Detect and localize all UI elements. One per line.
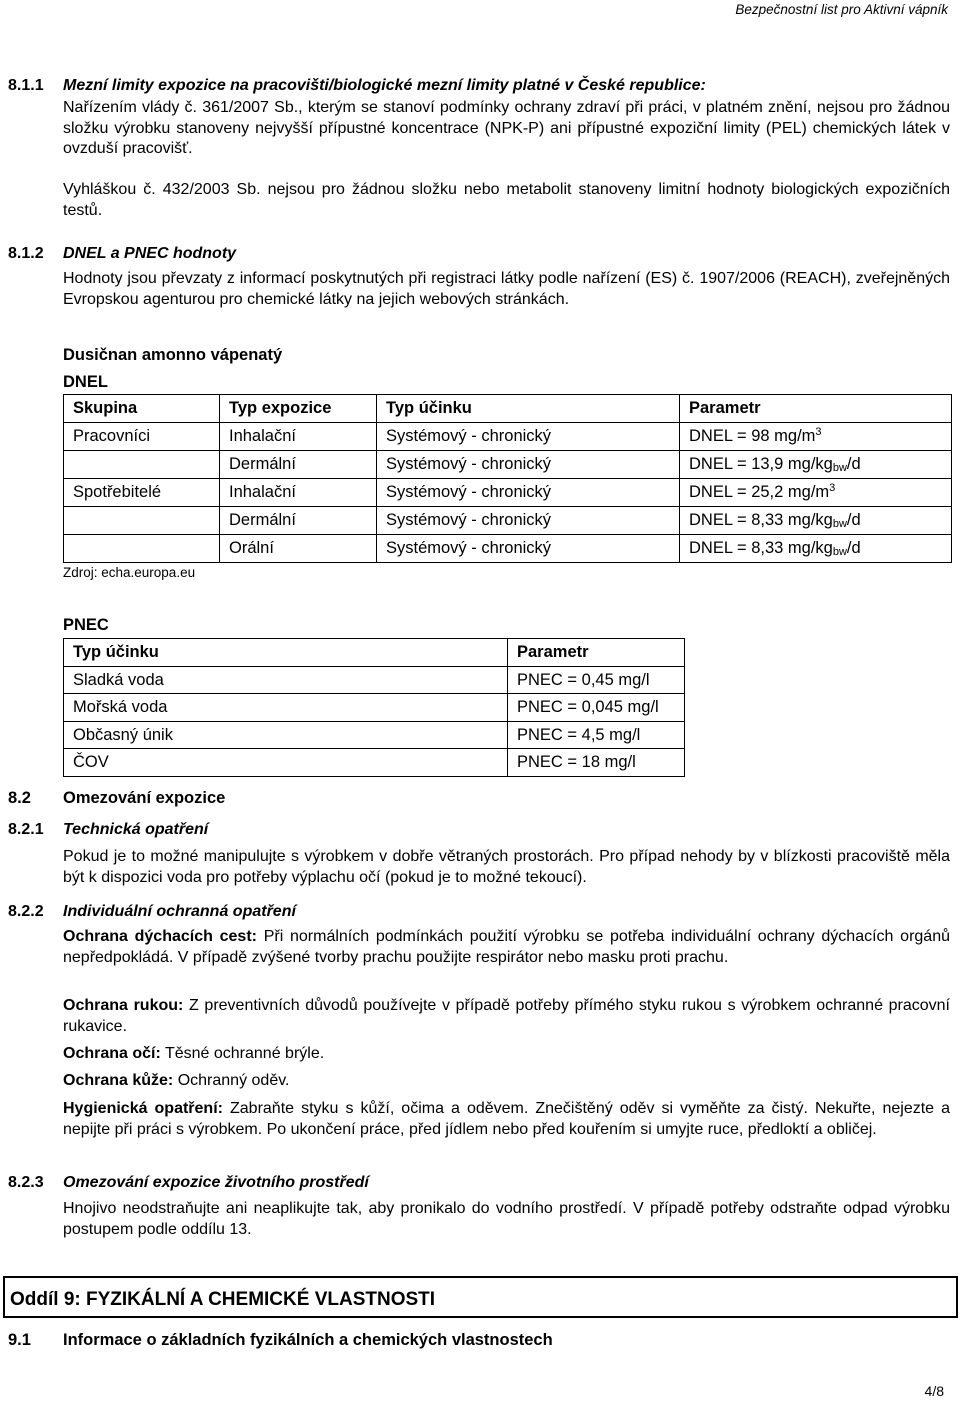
dnel-label: DNEL [63, 373, 108, 391]
pnec-table [63, 638, 685, 777]
dnel-cell-effect: Systémový - chronický [377, 423, 680, 451]
section-8-2-1-number: 8.2.1 [8, 821, 44, 838]
eye-protection-text: Těsné ochranné brýle. [160, 1045, 325, 1062]
dnel-param-value: DNEL = 13,9 mg/kg [689, 455, 833, 474]
pnec-label: PNEC [63, 616, 109, 634]
dnel-cell-parameter [680, 479, 952, 507]
section-9-1-number: 9.1 [8, 1331, 31, 1349]
hygiene-measures-label: Hygienická opatření: [63, 1100, 223, 1117]
skin-protection-text: Ochranný oděv. [173, 1072, 290, 1089]
document-header: Bezpečnostní list pro Aktivní vápník [735, 2, 948, 17]
section-8-2-3-paragraph: Hnojivo neodstraňujte ani neaplikujte tak, aby pronikalo do vodního prostředí. V případě potřeby odstraňte odpad výrobku postupem podle oddílu 13. [63, 1200, 950, 1238]
dnel-cell-effect: Systémový - chronický [377, 507, 680, 535]
dnel-param-sub: bw [832, 462, 847, 475]
hand-protection-label: Ochrana rukou: [63, 997, 184, 1014]
dnel-param-value: DNEL = 8,33 mg/kg [689, 539, 833, 558]
section-8-2-number: 8.2 [8, 789, 31, 807]
pnec-cell-parameter: PNEC = 0,045 mg/l [508, 694, 685, 722]
dnel-header-effect: Typ účinku [377, 395, 680, 423]
table-row [64, 535, 952, 563]
dnel-cell-group [64, 507, 220, 535]
dnel-param-value: DNEL = 25,2 mg/m [689, 483, 830, 502]
pnec-cell-effect: Mořská voda [64, 694, 508, 722]
pnec-cell-parameter: PNEC = 18 mg/l [508, 749, 685, 777]
dnel-param-sub: bw [832, 518, 847, 531]
dnel-cell-exposure: Dermální [220, 451, 377, 479]
table-row [64, 451, 952, 479]
pnec-cell-parameter: PNEC = 0,45 mg/l [508, 666, 685, 694]
dnel-table [63, 394, 952, 563]
table-row [64, 721, 685, 749]
dnel-cell-parameter [680, 423, 952, 451]
hygiene-measures [63, 1099, 950, 1140]
dnel-param-value: DNEL = 8,33 mg/kg [689, 511, 833, 530]
eye-protection [63, 1044, 950, 1065]
dnel-header-group: Skupina [64, 395, 220, 423]
dnel-header-parameter: Parametr [680, 395, 952, 423]
dnel-cell-exposure: Dermální [220, 507, 377, 535]
pnec-cell-effect: Občasný únik [64, 721, 508, 749]
respiratory-protection-text: Při normálních podmínkách použití výrobku se potřeba individuální ochrany dýchacích orgánů nepředpokládá. V případě zvýšené tvorby prachu použijte respirátor nebo masku proti prachu. [63, 928, 950, 966]
table-row [64, 479, 952, 507]
section-8-1-1-paragraph-1: Nařízením vlády č. 361/2007 Sb., kterým se stanoví podmínky ochrany zdraví při práci, v platném znění, nejsou pro žádnou složku výrobku stanoveny nejvyšší přípustné koncentrace (NPK-P) ani přípustné expoziční limity (PEL) chemických látek v ovzduší pracovišť. [63, 99, 950, 157]
dnel-cell-parameter [680, 507, 952, 535]
section-8-2-2-title: Individuální ochranná opatření [63, 903, 296, 920]
table-row [64, 507, 952, 535]
dnel-param-sup: 3 [815, 426, 822, 439]
section-8-1-1-paragraph-2: Vyhláškou č. 432/2003 Sb. nejsou pro žádnou složku nebo metabolit stanoveny limitní hodnoty biologických expozičních testů. [63, 181, 950, 219]
dnel-param-tail: /d [846, 511, 861, 530]
table-row [64, 749, 685, 777]
dnel-cell-parameter [680, 451, 952, 479]
pnec-header-effect: Typ účinku [64, 639, 508, 667]
dnel-param-tail: /d [846, 455, 861, 474]
dnel-param-tail: /d [846, 539, 861, 558]
section-8-1-2-title: DNEL a PNEC hodnoty [63, 245, 237, 262]
skin-protection-label: Ochrana kůže: [63, 1072, 174, 1089]
page-number: 4/8 [924, 1383, 944, 1399]
dnel-cell-group [64, 535, 220, 563]
pnec-cell-effect: ČOV [64, 749, 508, 777]
hygiene-measures-text: Zabraňte styku s kůží, očima a oděvem. Znečištěný oděv si vyměňte za čistý. Nekuřte, nejezte a nepijte při práci s výrobkem. Po ukončení práce, před jídlem nebo před kouřením si umyjte ruce, předloktí a obličej. [63, 1100, 950, 1138]
dnel-cell-exposure: Orální [220, 535, 377, 563]
table-row [64, 423, 952, 451]
dnel-cell-exposure: Inhalační [220, 423, 377, 451]
section-8-2-3-title: Omezování expozice životního prostředí [63, 1174, 369, 1191]
dnel-param-sup: 3 [829, 482, 836, 495]
section-8-1-2-number: 8.1.2 [8, 245, 44, 262]
dnel-param-value: DNEL = 98 mg/m [689, 427, 816, 446]
table-row [64, 666, 685, 694]
dnel-cell-group [64, 451, 220, 479]
section-9-title: Oddíl 9: FYZIKÁLNÍ A CHEMICKÉ VLASTNOSTI [10, 1289, 436, 1310]
hand-protection [63, 996, 950, 1037]
hand-protection-text: Z preventivních důvodů používejte v případě potřeby přímého styku rukou s výrobkem ochranné pracovní rukavice. [63, 997, 950, 1035]
dnel-cell-effect: Systémový - chronický [377, 535, 680, 563]
pnec-header-row [64, 639, 685, 667]
dnel-cell-group: Spotřebitelé [64, 479, 220, 507]
dnel-cell-effect: Systémový - chronický [377, 479, 680, 507]
eye-protection-label: Ochrana očí: [63, 1045, 161, 1062]
dnel-header-row [64, 395, 952, 423]
dnel-cell-effect: Systémový - chronický [377, 451, 680, 479]
dnel-cell-parameter [680, 535, 952, 563]
section-8-2-title: Omezování expozice [63, 789, 226, 807]
respiratory-protection-label: Ochrana dýchacích cest: [63, 928, 257, 945]
section-8-1-2-paragraph: Hodnoty jsou převzaty z informací poskytnutých při registraci látky podle nařízení (ES) č. 1907/2006 (REACH), zveřejněných Evropskou agenturou pro chemické látky na jejich webových stránkách. [63, 270, 950, 308]
section-8-1-1-title: Mezní limity expozice na pracovišti/biologické mezní limity platné v České republice: [63, 77, 706, 94]
substance-name: Dusičnan amonno vápenatý [63, 346, 283, 364]
dnel-header-exposure: Typ expozice [220, 395, 377, 423]
pnec-cell-effect: Sladká voda [64, 666, 508, 694]
section-8-2-3-number: 8.2.3 [8, 1174, 44, 1191]
respiratory-protection [63, 927, 950, 968]
section-8-2-1-title: Technická opatření [63, 821, 209, 838]
pnec-cell-parameter: PNEC = 4,5 mg/l [508, 721, 685, 749]
section-8-1-1-number: 8.1.1 [8, 77, 44, 94]
section-8-2-2-number: 8.2.2 [8, 903, 44, 920]
skin-protection [63, 1071, 950, 1092]
dnel-param-sub: bw [832, 546, 847, 559]
section-9-1-title: Informace o základních fyzikálních a chemických vlastnostech [63, 1331, 553, 1349]
dnel-cell-group: Pracovníci [64, 423, 220, 451]
table-row [64, 694, 685, 722]
section-8-2-1-paragraph: Pokud je to možné manipulujte s výrobkem v dobře větraných prostorách. Pro případ nehody by v blízkosti pracoviště měla být k dispozici voda pro potřeby výplachu očí (pokud je to možné tekoucí). [63, 848, 950, 886]
pnec-header-parameter: Parametr [508, 639, 685, 667]
dnel-source: Zdroj: echa.europa.eu [63, 565, 196, 580]
dnel-cell-exposure: Inhalační [220, 479, 377, 507]
